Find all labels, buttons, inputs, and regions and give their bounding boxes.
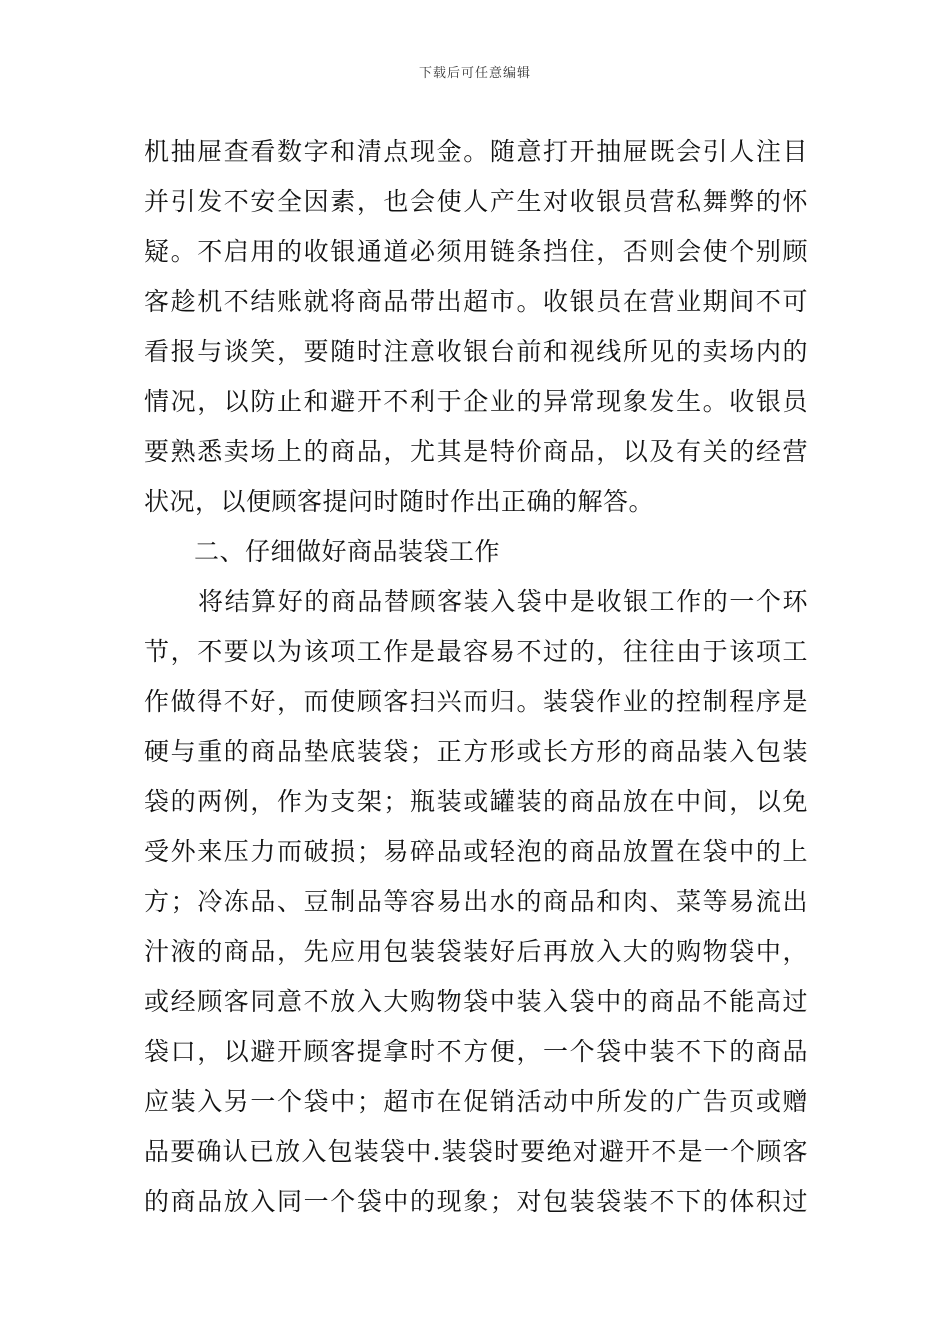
text-line: 汁液的商品，先应用包装袋装好后再放入大的购物袋中，: [144, 937, 808, 966]
text-line: 状况，以便顾客提问时随时作出正确的解答。: [144, 487, 655, 516]
text-line: 方；冷冻品、豆制品等容易出水的商品和肉、菜等易流出: [144, 887, 808, 916]
text-line: 并引发不安全因素，也会使人产生对收银员营私舞弊的怀: [144, 187, 808, 216]
text-line: 应装入另一个袋中；超市在促销活动中所发的广告页或赠: [144, 1087, 808, 1116]
text-line: 受外来压力而破损；易碎品或轻泡的商品放置在袋中的上: [144, 837, 808, 866]
page-header: 下载后可任意编辑: [418, 66, 531, 81]
text-line: 节，不要以为该项工作是最容易不过的，往往由于该项工: [144, 637, 808, 666]
text-line: 袋的两例，作为支架；瓶装或罐装的商品放在中间，以免: [144, 787, 808, 816]
text-line: 情况，以防止和避开不利于企业的异常现象发生。收银员: [144, 387, 808, 416]
text-line: 要熟悉卖场上的商品，尤其是特价商品，以及有关的经营: [144, 437, 808, 466]
paragraph-first-line: 将结算好的商品替顾客装入袋中是收银工作的一个环: [198, 587, 808, 616]
text-line: 或经顾客同意不放入大购物袋中装入袋中的商品不能高过: [144, 987, 808, 1016]
text-line: 硬与重的商品垫底装袋；正方形或长方形的商品装入包装: [144, 737, 808, 766]
text-line: 作做得不好，而使顾客扫兴而归。装袋作业的控制程序是: [144, 687, 808, 716]
section-heading: 二、仔细做好商品装袋工作: [194, 537, 501, 566]
text-line: 客趁机不结账就将商品带出超市。收银员在营业期间不可: [144, 287, 808, 316]
text-line: 品要确认已放入包装袋中.装袋时要绝对避开不是一个顾客: [144, 1137, 808, 1166]
text-line: 看报与谈笑，要随时注意收银台前和视线所见的卖场内的: [144, 337, 808, 366]
text-line: 机抽屉查看数字和清点现金。随意打开抽屉既会引人注目: [144, 137, 808, 166]
text-line: 疑。不启用的收银通道必须用链条挡住，否则会使个别顾: [144, 237, 808, 266]
document-body: [144, 127, 808, 1227]
text-line: 的商品放入同一个袋中的现象；对包装袋装不下的体积过: [144, 1187, 808, 1216]
text-line: 袋口，以避开顾客提拿时不方便，一个袋中装不下的商品: [144, 1037, 808, 1066]
